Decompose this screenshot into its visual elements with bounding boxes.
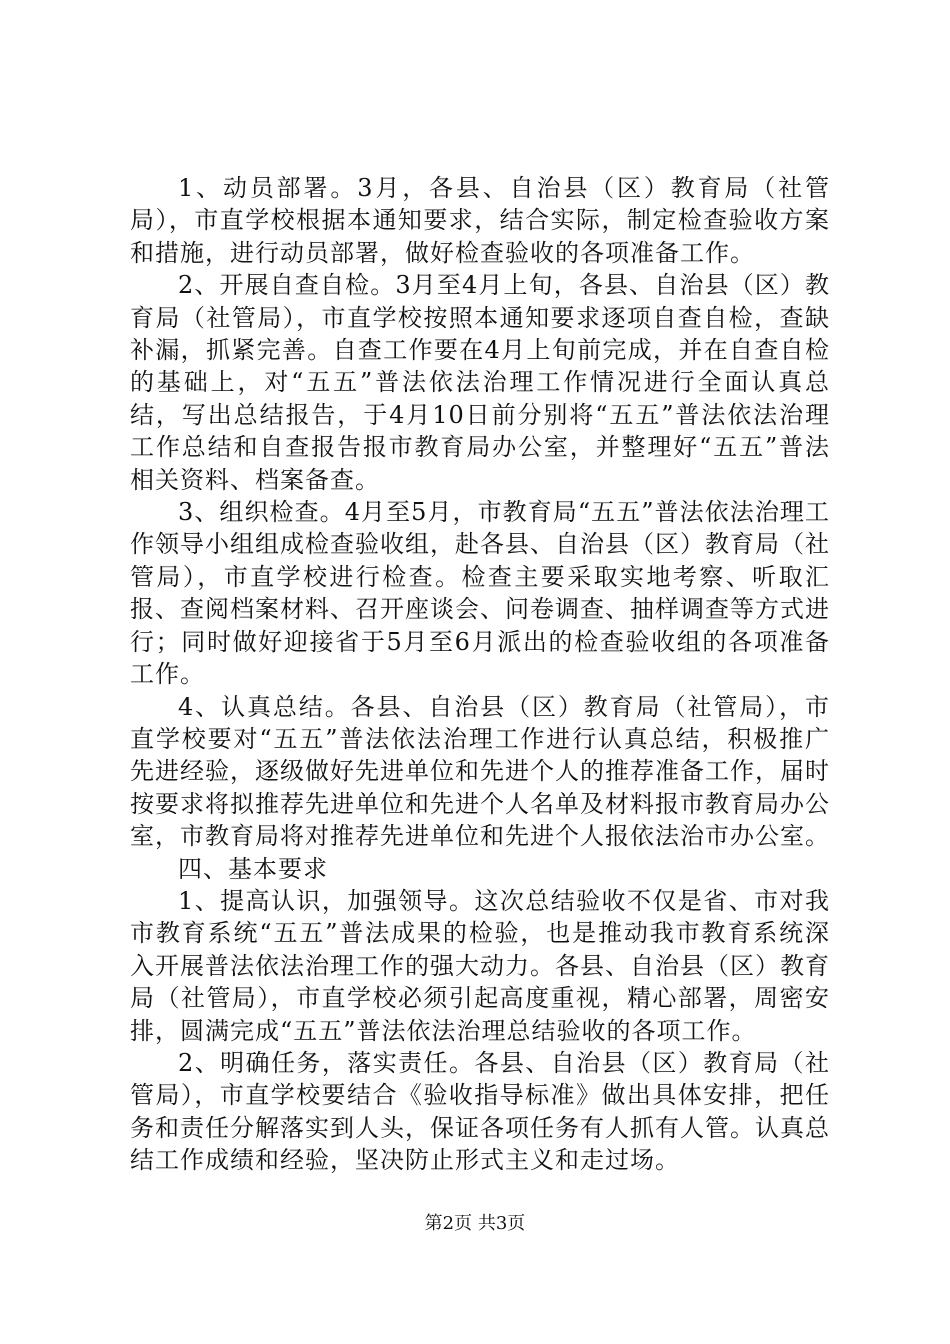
paragraph-self-check: 2、开展自查自检。3月至4月上旬，各县、自治县（区）教育局（社管局），市直学校按照本通知要求逐项自查自检，查缺补漏，抓紧完善。自查工作要在4月上旬前完成，并在自查自检的基础上，对“五五”普法依法治理工作情况进行全面认真总结，写出总结报告，于4月10日前分别将“五五”普法依法治理工作总结和自查报告报市教育局办公室，并整理好“五五”普法相关资料、档案备查。 (130, 271, 830, 494)
section-heading-requirements: 四、基本要求 (178, 854, 328, 883)
paragraph-summary: 4、认真总结。各县、自治县（区）教育局（社管局），市直学校要对“五五”普法依法治理工作进行认真总结，积极推广先进经验，逐级做好先进单位和先进个人的推荐准备工作，届时按要求将拟推荐先进单位和先进个人名单及材料报市教育局办公室，市教育局将对推荐先进单位和先进个人报依法治市办公室。 (130, 692, 830, 851)
paragraph-inspection: 3、组织检查。4月至5月，市教育局“五五”普法依法治理工作领导小组组成检查验收组，赴各县、自治县（区）教育局（社管局），市直学校进行检查。检查主要采取实地考察、听取汇报、查阅档案材料、召开座谈会、问卷调查、抽样调查等方式进行；同时做好迎接省于5月至6月派出的检查验收组的各项准备工作。 (130, 498, 830, 689)
document-body (130, 172, 830, 1177)
paragraph-awareness: 1、提高认识，加强领导。这次总结验收不仅是省、市对我市教育系统“五五”普法成果的检验，也是推动我市教育系统深入开展普法依法治理工作的强大动力。各县、自治县（区）教育局（社管局），市直学校必须引起高度重视，精心部署，周密安排，圆满完成“五五”普法依法治理总结验收的各项工作。 (130, 886, 830, 1045)
paragraph-responsibility: 2、明确任务，落实责任。各县、自治县（区）教育局（社管局），市直学校要结合《验收指导标准》做出具体安排，把任务和责任分解落实到人头，保证各项任务有人抓有人管。认真总结工作成绩和经验，坚决防止形式主义和走过场。 (130, 1048, 830, 1175)
paragraph-mobilize: 1、动员部署。3月，各县、自治县（区）教育局（社管局），市直学校根据本通知要求，结合实际，制定检查验收方案和措施，进行动员部署，做好检查验收的各项准备工作。 (130, 174, 830, 267)
page-number: 第2页 共3页 (424, 1213, 526, 1234)
